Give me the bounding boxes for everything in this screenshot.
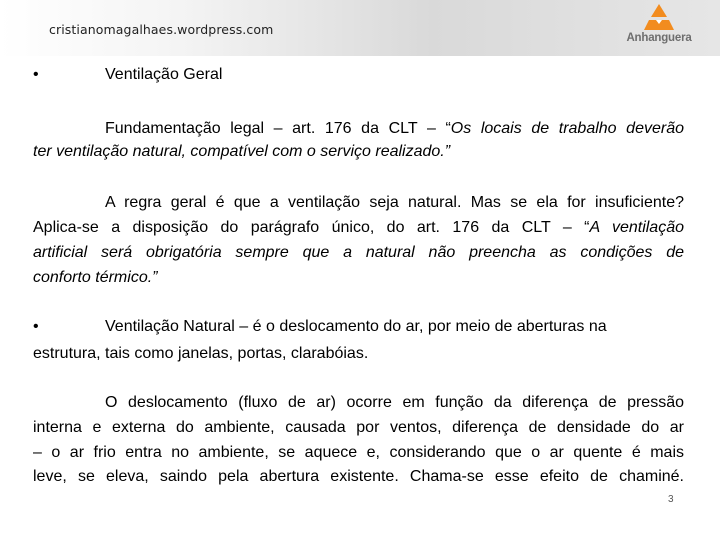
para3-line4: leve, se eleva, saindo pela abertura existente. Chama-se esse efeito de chaminé. — [33, 468, 684, 485]
para2-line4: conforto térmico.” — [33, 269, 158, 286]
para1-line1-lead: Fundamentação legal – art. 176 da CLT – “ — [105, 120, 451, 137]
para3-line1: O deslocamento (fluxo de ar) ocorre em função da diferença de pressão — [105, 394, 684, 411]
site-url: cristianomagalhaes.wordpress.com — [49, 22, 274, 37]
anhanguera-logo-icon — [644, 4, 674, 30]
para2-line1: A regra geral é que a ventilação seja natural. Mas se ela for insuficiente? — [105, 194, 684, 211]
para2-line2-quote: A ventilação — [589, 219, 684, 236]
para1-line1 — [33, 119, 684, 138]
para3-line2: interna e externa do ambiente, causada por ventos, diferença de densidade do ar — [33, 419, 684, 436]
para1-line1-quote: Os locais de trabalho deverão — [450, 120, 684, 137]
bullet: • — [33, 318, 39, 335]
para1-line2: ter ventilação natural, compatível com o serviço realizado.” — [33, 143, 451, 160]
item1-heading: Ventilação Geral — [105, 66, 223, 83]
para2-line2-lead: Aplica-se a disposição do parágrafo único, do art. 176 da CLT – “ — [33, 219, 590, 236]
para2-line3: artificial será obrigatória sempre que a natural não preencha as condições de — [33, 244, 684, 261]
item2-line2: estrutura, tais como janelas, portas, clarabóias. — [33, 345, 369, 362]
anhanguera-logo — [626, 4, 692, 48]
logo-text: Anhanguera — [626, 32, 692, 44]
para3-line3: – o ar frio entra no ambiente, se aquece e, considerando que o ar quente é mais — [33, 444, 684, 461]
item2-line1: Ventilação Natural – é o deslocamento do ar, por meio de aberturas na — [105, 318, 607, 335]
para2-line2 — [33, 218, 684, 237]
page-number: 3 — [668, 494, 674, 505]
bullet: • — [33, 66, 39, 83]
